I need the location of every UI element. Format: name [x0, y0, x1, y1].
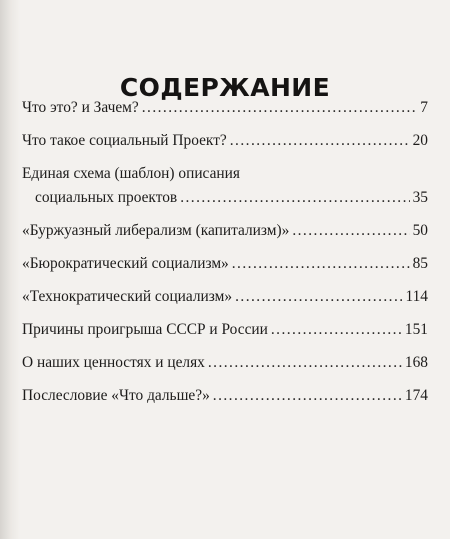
- toc-entry-page: 174: [404, 387, 428, 404]
- dot-leader: [292, 222, 409, 240]
- toc-entry-page: 7: [420, 99, 428, 116]
- dot-leader: [235, 288, 402, 306]
- toc-entry-title: О наших ценностях и целях: [22, 354, 205, 371]
- toc-entry-page: 20: [412, 132, 428, 149]
- toc-entry-page: 168: [404, 354, 428, 371]
- toc-entry-title: Что это? и Зачем?: [22, 99, 139, 116]
- toc-entry[interactable]: [22, 354, 428, 372]
- toc-entry-page: 50: [412, 222, 428, 239]
- toc-entry[interactable]: [22, 255, 428, 273]
- table-of-contents: [22, 99, 428, 420]
- toc-entry-title: Причины проигрыша СССР и России: [22, 321, 268, 338]
- toc-entry-page: 114: [405, 288, 428, 305]
- toc-entry[interactable]: [22, 288, 428, 306]
- toc-entry-title: «Буржуазный либерализм (капитализм)»: [22, 222, 290, 239]
- toc-entry[interactable]: [22, 99, 428, 117]
- dot-leader: [271, 321, 402, 339]
- toc-entry-title: социальных проектов: [35, 189, 178, 206]
- toc-entry-title: Что такое социальный Проект?: [22, 132, 227, 149]
- dot-leader: [232, 255, 410, 273]
- toc-entry[interactable]: [22, 387, 428, 405]
- toc-entry-page: 85: [412, 255, 428, 272]
- page-title: СОДЕРЖАНИЕ: [119, 72, 331, 102]
- toc-entry[interactable]: [22, 222, 428, 240]
- page-gutter-shadow: [0, 0, 20, 539]
- toc-entry[interactable]: [22, 132, 428, 150]
- toc-entry[interactable]: [22, 321, 428, 339]
- toc-entry-page: 151: [404, 321, 428, 338]
- dot-leader: [230, 132, 410, 150]
- dot-leader: [208, 354, 402, 372]
- toc-entry-title: «Технократический социализм»: [22, 288, 233, 305]
- toc-entry-title-line1: Единая схема (шаблон) описания: [22, 165, 240, 182]
- dot-leader: [142, 99, 418, 117]
- dot-leader: [213, 387, 402, 405]
- toc-entry[interactable]: [22, 165, 428, 207]
- toc-entry-page: 35: [412, 189, 428, 206]
- toc-entry-title: «Бюрократический социализм»: [22, 255, 229, 272]
- toc-entry-title: Послесловие «Что дальше?»: [22, 387, 210, 404]
- dot-leader: [180, 189, 409, 207]
